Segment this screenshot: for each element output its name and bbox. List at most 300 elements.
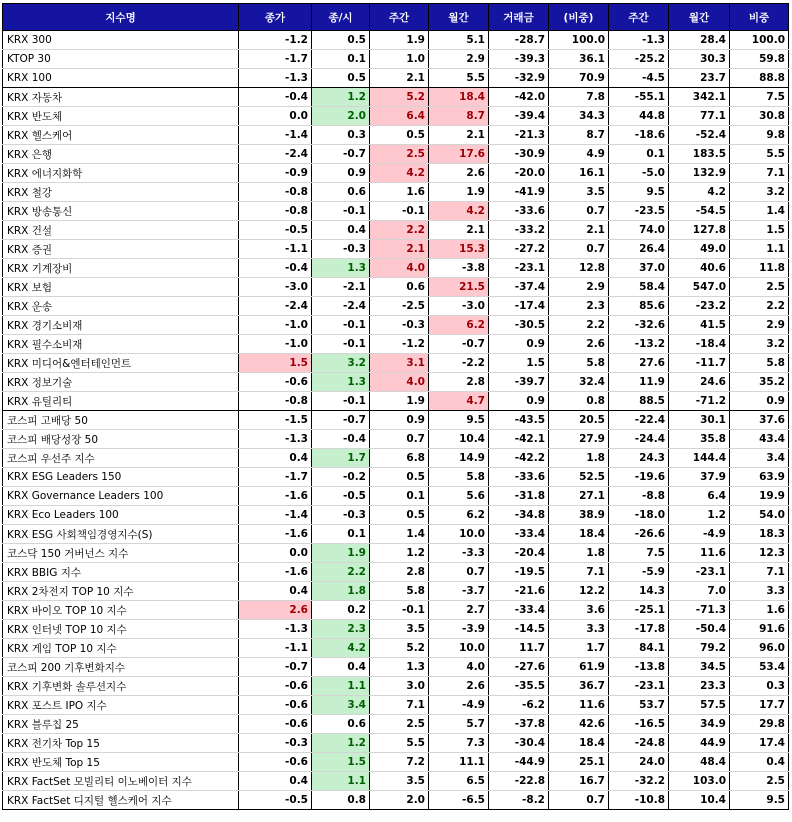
- cell-close-open: -0.5: [312, 487, 370, 506]
- cell-weekly: 4.0: [370, 373, 429, 392]
- table-row: [3, 278, 789, 297]
- cell-weekly-2: 11.9: [609, 373, 669, 392]
- cell-weekly: 0.5: [370, 126, 429, 145]
- cell-index-name: 코스피 고배당 50: [3, 411, 239, 430]
- table-row: [3, 525, 789, 544]
- cell-trading-value: -39.3: [489, 50, 549, 69]
- cell-index-name: KRX 인터넷 TOP 10 지수: [3, 620, 239, 639]
- cell-close-open: -0.1: [312, 392, 370, 411]
- cell-weekly: -2.5: [370, 297, 429, 316]
- cell-close-open: 3.2: [312, 354, 370, 373]
- cell-index-name: KRX 반도체: [3, 107, 239, 126]
- cell-weekly-2: -17.8: [609, 620, 669, 639]
- cell-trading-value: -27.2: [489, 240, 549, 259]
- cell-weekly-2: -13.2: [609, 335, 669, 354]
- cell-monthly-2: 6.4: [669, 487, 730, 506]
- cell-close: -1.7: [239, 50, 312, 69]
- cell-monthly-2: -4.9: [669, 525, 730, 544]
- cell-share: 37.6: [730, 411, 789, 430]
- cell-index-name: KRX 건설: [3, 221, 239, 240]
- cell-monthly-2: -52.4: [669, 126, 730, 145]
- cell-index-name: KRX 은행: [3, 145, 239, 164]
- cell-monthly-2: 144.4: [669, 449, 730, 468]
- cell-share-paren: 16.1: [549, 164, 609, 183]
- cell-share-paren: 7.8: [549, 88, 609, 107]
- cell-close: -0.5: [239, 791, 312, 810]
- table-row: [3, 259, 789, 278]
- cell-weekly: 7.2: [370, 753, 429, 772]
- cell-close: -1.7: [239, 468, 312, 487]
- cell-monthly: 6.5: [429, 772, 489, 791]
- cell-share-paren: 4.9: [549, 145, 609, 164]
- cell-weekly-2: -23.1: [609, 677, 669, 696]
- table-row: [3, 487, 789, 506]
- cell-share-paren: 25.1: [549, 753, 609, 772]
- cell-share: 19.9: [730, 487, 789, 506]
- cell-monthly-2: -23.1: [669, 563, 730, 582]
- cell-monthly: 6.2: [429, 316, 489, 335]
- cell-weekly: 3.5: [370, 772, 429, 791]
- cell-close-open: -0.4: [312, 430, 370, 449]
- cell-monthly-2: 37.9: [669, 468, 730, 487]
- cell-monthly: 15.3: [429, 240, 489, 259]
- cell-share-paren: 12.2: [549, 582, 609, 601]
- cell-share-paren: 18.4: [549, 525, 609, 544]
- cell-index-name: KRX 보험: [3, 278, 239, 297]
- cell-share-paren: 0.8: [549, 392, 609, 411]
- cell-close-open: 1.3: [312, 373, 370, 392]
- cell-trading-value: -43.5: [489, 411, 549, 430]
- cell-share-paren: 52.5: [549, 468, 609, 487]
- table-row: [3, 50, 789, 69]
- cell-trading-value: -37.4: [489, 278, 549, 297]
- cell-index-name: KRX 방송통신: [3, 202, 239, 221]
- cell-share-paren: 32.4: [549, 373, 609, 392]
- cell-share: 5.8: [730, 354, 789, 373]
- table-row: [3, 240, 789, 259]
- cell-trading-value: -27.6: [489, 658, 549, 677]
- header-index-name: 지수명: [3, 4, 239, 31]
- cell-close-open: 1.9: [312, 544, 370, 563]
- table-row: [3, 145, 789, 164]
- cell-monthly-2: 11.6: [669, 544, 730, 563]
- cell-trading-value: -33.4: [489, 525, 549, 544]
- cell-close-open: 1.3: [312, 259, 370, 278]
- cell-index-name: KRX Eco Leaders 100: [3, 506, 239, 525]
- cell-close-open: 0.2: [312, 601, 370, 620]
- cell-weekly-2: 44.8: [609, 107, 669, 126]
- cell-index-name: KRX 기후변화 솔루션지수: [3, 677, 239, 696]
- cell-close-open: 1.1: [312, 677, 370, 696]
- cell-share-paren: 2.2: [549, 316, 609, 335]
- cell-monthly-2: 7.0: [669, 582, 730, 601]
- cell-index-name: KRX 미디어&엔터테인먼트: [3, 354, 239, 373]
- cell-share-paren: 3.3: [549, 620, 609, 639]
- table-row: [3, 563, 789, 582]
- cell-close-open: 1.5: [312, 753, 370, 772]
- cell-share-paren: 20.5: [549, 411, 609, 430]
- header-share: 비중: [730, 4, 789, 31]
- cell-weekly-2: 84.1: [609, 639, 669, 658]
- cell-trading-value: -33.4: [489, 601, 549, 620]
- cell-monthly-2: 547.0: [669, 278, 730, 297]
- cell-share-paren: 12.8: [549, 259, 609, 278]
- table-row: [3, 582, 789, 601]
- cell-trading-value: 1.5: [489, 354, 549, 373]
- cell-share-paren: 2.3: [549, 297, 609, 316]
- cell-share-paren: 1.8: [549, 544, 609, 563]
- cell-monthly: 14.9: [429, 449, 489, 468]
- cell-share-paren: 18.4: [549, 734, 609, 753]
- cell-close-open: 0.4: [312, 221, 370, 240]
- cell-monthly-2: -50.4: [669, 620, 730, 639]
- header-monthly: 월간: [429, 4, 489, 31]
- cell-monthly: 2.1: [429, 221, 489, 240]
- cell-weekly-2: -16.5: [609, 715, 669, 734]
- header-weekly-2: 주간: [609, 4, 669, 31]
- cell-monthly: 5.8: [429, 468, 489, 487]
- table-row: [3, 734, 789, 753]
- cell-close-open: -0.3: [312, 240, 370, 259]
- cell-share-paren: 3.5: [549, 183, 609, 202]
- cell-weekly-2: -10.8: [609, 791, 669, 810]
- cell-index-name: 코스닥 150 거버넌스 지수: [3, 544, 239, 563]
- cell-monthly: 18.4: [429, 88, 489, 107]
- cell-monthly-2: 49.0: [669, 240, 730, 259]
- table-body: [3, 31, 789, 810]
- cell-weekly: 1.3: [370, 658, 429, 677]
- cell-weekly: 2.8: [370, 563, 429, 582]
- table-row: [3, 126, 789, 145]
- cell-monthly: -3.8: [429, 259, 489, 278]
- cell-close-open: 2.3: [312, 620, 370, 639]
- cell-close: 2.6: [239, 601, 312, 620]
- cell-share: 7.1: [730, 164, 789, 183]
- cell-index-name: KRX 포스트 IPO 지수: [3, 696, 239, 715]
- cell-share: 30.8: [730, 107, 789, 126]
- cell-share: 43.4: [730, 430, 789, 449]
- table-row: [3, 335, 789, 354]
- cell-monthly-2: 40.6: [669, 259, 730, 278]
- cell-monthly: -3.9: [429, 620, 489, 639]
- cell-close: -0.8: [239, 202, 312, 221]
- cell-close: -0.6: [239, 696, 312, 715]
- cell-monthly-2: 41.5: [669, 316, 730, 335]
- cell-share: 0.4: [730, 753, 789, 772]
- cell-trading-value: 11.7: [489, 639, 549, 658]
- cell-weekly-2: -25.2: [609, 50, 669, 69]
- table-row: [3, 772, 789, 791]
- cell-monthly-2: -54.5: [669, 202, 730, 221]
- cell-index-name: 코스피 배당성장 50: [3, 430, 239, 449]
- cell-share: 5.5: [730, 145, 789, 164]
- cell-weekly: 7.1: [370, 696, 429, 715]
- cell-close: -1.1: [239, 639, 312, 658]
- cell-index-name: KRX 블루칩 25: [3, 715, 239, 734]
- cell-close-open: 0.9: [312, 164, 370, 183]
- cell-index-name: KRX FactSet 디지털 헬스케어 지수: [3, 791, 239, 810]
- table-row: [3, 449, 789, 468]
- cell-index-name: KRX ESG 사회책임경영지수(S): [3, 525, 239, 544]
- header-trading-value: 거래금: [489, 4, 549, 31]
- cell-close: -0.8: [239, 392, 312, 411]
- cell-index-name: KRX FactSet 모빌리티 이노베이터 지수: [3, 772, 239, 791]
- cell-monthly: 10.4: [429, 430, 489, 449]
- cell-weekly: 2.0: [370, 791, 429, 810]
- cell-weekly: 0.1: [370, 487, 429, 506]
- cell-weekly-2: -18.6: [609, 126, 669, 145]
- table-row: [3, 69, 789, 88]
- cell-share: 7.5: [730, 88, 789, 107]
- cell-weekly: 0.6: [370, 278, 429, 297]
- cell-monthly: 10.0: [429, 639, 489, 658]
- table-row: [3, 639, 789, 658]
- cell-monthly: 17.6: [429, 145, 489, 164]
- cell-share-paren: 38.9: [549, 506, 609, 525]
- cell-weekly: 4.0: [370, 259, 429, 278]
- cell-trading-value: -17.4: [489, 297, 549, 316]
- cell-weekly-2: -55.1: [609, 88, 669, 107]
- cell-close-open: 1.7: [312, 449, 370, 468]
- cell-weekly-2: -4.5: [609, 69, 669, 88]
- cell-monthly: 6.2: [429, 506, 489, 525]
- cell-close: -1.2: [239, 31, 312, 50]
- cell-share: 0.3: [730, 677, 789, 696]
- cell-monthly-2: 48.4: [669, 753, 730, 772]
- cell-monthly: 8.7: [429, 107, 489, 126]
- cell-weekly-2: -23.5: [609, 202, 669, 221]
- header-close-open: 종/시: [312, 4, 370, 31]
- cell-weekly-2: -8.8: [609, 487, 669, 506]
- cell-weekly: 6.4: [370, 107, 429, 126]
- cell-close-open: -0.1: [312, 316, 370, 335]
- cell-trading-value: 0.9: [489, 392, 549, 411]
- table-row: [3, 468, 789, 487]
- table-row: [3, 620, 789, 639]
- cell-weekly-2: 24.0: [609, 753, 669, 772]
- cell-weekly: 3.1: [370, 354, 429, 373]
- cell-close: 0.0: [239, 544, 312, 563]
- cell-share-paren: 27.9: [549, 430, 609, 449]
- cell-monthly-2: 23.7: [669, 69, 730, 88]
- cell-close-open: -0.3: [312, 506, 370, 525]
- cell-share-paren: 0.7: [549, 240, 609, 259]
- cell-share: 2.9: [730, 316, 789, 335]
- cell-share: 2.5: [730, 772, 789, 791]
- table-row: [3, 202, 789, 221]
- cell-weekly-2: -25.1: [609, 601, 669, 620]
- cell-share: 88.8: [730, 69, 789, 88]
- header-close: 종가: [239, 4, 312, 31]
- cell-trading-value: -37.8: [489, 715, 549, 734]
- cell-share-paren: 0.7: [549, 791, 609, 810]
- cell-weekly-2: -1.3: [609, 31, 669, 50]
- cell-close-open: 0.3: [312, 126, 370, 145]
- cell-close: -1.4: [239, 126, 312, 145]
- cell-monthly-2: 30.1: [669, 411, 730, 430]
- cell-weekly-2: -26.6: [609, 525, 669, 544]
- cell-weekly-2: -32.2: [609, 772, 669, 791]
- header-share-paren: (비중): [549, 4, 609, 31]
- cell-monthly: 5.6: [429, 487, 489, 506]
- cell-weekly-2: 0.1: [609, 145, 669, 164]
- cell-monthly: -3.7: [429, 582, 489, 601]
- header-weekly: 주간: [370, 4, 429, 31]
- cell-share-paren: 36.1: [549, 50, 609, 69]
- cell-weekly: 0.9: [370, 411, 429, 430]
- cell-trading-value: -39.4: [489, 107, 549, 126]
- cell-monthly-2: 132.9: [669, 164, 730, 183]
- cell-close-open: -2.1: [312, 278, 370, 297]
- cell-close: -0.4: [239, 88, 312, 107]
- cell-share: 29.8: [730, 715, 789, 734]
- cell-trading-value: -30.5: [489, 316, 549, 335]
- cell-weekly: 3.5: [370, 620, 429, 639]
- cell-monthly-2: 23.3: [669, 677, 730, 696]
- cell-weekly: 2.1: [370, 240, 429, 259]
- cell-share: 9.5: [730, 791, 789, 810]
- cell-share: 3.2: [730, 335, 789, 354]
- cell-share: 7.1: [730, 563, 789, 582]
- cell-close: -0.3: [239, 734, 312, 753]
- table-row: [3, 31, 789, 50]
- cell-index-name: KRX 2차전지 TOP 10 지수: [3, 582, 239, 601]
- cell-index-name: KRX 경기소비재: [3, 316, 239, 335]
- cell-close: 0.4: [239, 772, 312, 791]
- cell-share: 18.3: [730, 525, 789, 544]
- cell-close: -0.6: [239, 373, 312, 392]
- cell-monthly-2: -71.2: [669, 392, 730, 411]
- cell-share-paren: 16.7: [549, 772, 609, 791]
- cell-weekly-2: -13.8: [609, 658, 669, 677]
- cell-trading-value: -33.6: [489, 202, 549, 221]
- cell-weekly-2: -22.4: [609, 411, 669, 430]
- cell-share: 91.6: [730, 620, 789, 639]
- table-row: [3, 392, 789, 411]
- cell-weekly-2: 85.6: [609, 297, 669, 316]
- cell-share: 9.8: [730, 126, 789, 145]
- cell-trading-value: -20.4: [489, 544, 549, 563]
- cell-monthly-2: 342.1: [669, 88, 730, 107]
- table-row: [3, 164, 789, 183]
- cell-weekly: 5.5: [370, 734, 429, 753]
- cell-weekly-2: 74.0: [609, 221, 669, 240]
- cell-trading-value: -35.5: [489, 677, 549, 696]
- cell-trading-value: -34.8: [489, 506, 549, 525]
- cell-close-open: 0.1: [312, 525, 370, 544]
- cell-index-name: KRX 에너지화학: [3, 164, 239, 183]
- cell-share-paren: 2.6: [549, 335, 609, 354]
- cell-share-paren: 61.9: [549, 658, 609, 677]
- cell-monthly-2: 44.9: [669, 734, 730, 753]
- cell-weekly-2: -24.8: [609, 734, 669, 753]
- cell-close-open: -0.2: [312, 468, 370, 487]
- cell-monthly: 4.2: [429, 202, 489, 221]
- cell-share: 1.5: [730, 221, 789, 240]
- table-row: [3, 354, 789, 373]
- table-row: [3, 715, 789, 734]
- cell-monthly: 21.5: [429, 278, 489, 297]
- cell-share: 11.8: [730, 259, 789, 278]
- cell-share-paren: 1.8: [549, 449, 609, 468]
- cell-weekly: 6.8: [370, 449, 429, 468]
- cell-monthly-2: 79.2: [669, 639, 730, 658]
- table-row: [3, 297, 789, 316]
- cell-monthly-2: -18.4: [669, 335, 730, 354]
- cell-share-paren: 11.6: [549, 696, 609, 715]
- cell-close: 1.5: [239, 354, 312, 373]
- cell-share: 35.2: [730, 373, 789, 392]
- cell-share: 54.0: [730, 506, 789, 525]
- cell-monthly: 2.8: [429, 373, 489, 392]
- cell-trading-value: -22.8: [489, 772, 549, 791]
- cell-trading-value: -42.2: [489, 449, 549, 468]
- cell-share: 63.9: [730, 468, 789, 487]
- cell-weekly: -0.1: [370, 601, 429, 620]
- index-performance-table: [2, 3, 789, 810]
- cell-trading-value: -33.6: [489, 468, 549, 487]
- cell-monthly: 0.7: [429, 563, 489, 582]
- cell-share-paren: 1.7: [549, 639, 609, 658]
- cell-share: 100.0: [730, 31, 789, 50]
- cell-share-paren: 7.1: [549, 563, 609, 582]
- cell-share: 1.1: [730, 240, 789, 259]
- cell-monthly: 2.6: [429, 677, 489, 696]
- cell-trading-value: -6.2: [489, 696, 549, 715]
- cell-close-open: 1.8: [312, 582, 370, 601]
- cell-close: 0.4: [239, 449, 312, 468]
- cell-weekly: 0.7: [370, 430, 429, 449]
- cell-share: 53.4: [730, 658, 789, 677]
- cell-index-name: KRX 철강: [3, 183, 239, 202]
- cell-weekly-2: 27.6: [609, 354, 669, 373]
- cell-weekly: -1.2: [370, 335, 429, 354]
- cell-close-open: 1.2: [312, 88, 370, 107]
- cell-trading-value: -28.7: [489, 31, 549, 50]
- cell-trading-value: -30.4: [489, 734, 549, 753]
- cell-index-name: KRX 유틸리티: [3, 392, 239, 411]
- cell-trading-value: -42.0: [489, 88, 549, 107]
- cell-close: -1.6: [239, 525, 312, 544]
- cell-share-paren: 70.9: [549, 69, 609, 88]
- cell-weekly: 5.8: [370, 582, 429, 601]
- cell-monthly-2: 34.9: [669, 715, 730, 734]
- cell-close-open: 2.2: [312, 563, 370, 582]
- cell-monthly-2: 103.0: [669, 772, 730, 791]
- cell-trading-value: -30.9: [489, 145, 549, 164]
- table-row: [3, 753, 789, 772]
- cell-close: -1.6: [239, 563, 312, 582]
- cell-monthly: 7.3: [429, 734, 489, 753]
- cell-weekly: 1.2: [370, 544, 429, 563]
- cell-close: -0.8: [239, 183, 312, 202]
- cell-weekly-2: 9.5: [609, 183, 669, 202]
- cell-monthly-2: 77.1: [669, 107, 730, 126]
- cell-close-open: 0.6: [312, 183, 370, 202]
- table-row: [3, 107, 789, 126]
- cell-monthly: 5.5: [429, 69, 489, 88]
- cell-close-open: 0.1: [312, 50, 370, 69]
- cell-monthly: 1.9: [429, 183, 489, 202]
- table-row: [3, 411, 789, 430]
- cell-share: 3.2: [730, 183, 789, 202]
- cell-share: 17.4: [730, 734, 789, 753]
- cell-weekly-2: 37.0: [609, 259, 669, 278]
- cell-trading-value: -41.9: [489, 183, 549, 202]
- cell-trading-value: -20.0: [489, 164, 549, 183]
- cell-trading-value: 0.9: [489, 335, 549, 354]
- cell-index-name: KRX Governance Leaders 100: [3, 487, 239, 506]
